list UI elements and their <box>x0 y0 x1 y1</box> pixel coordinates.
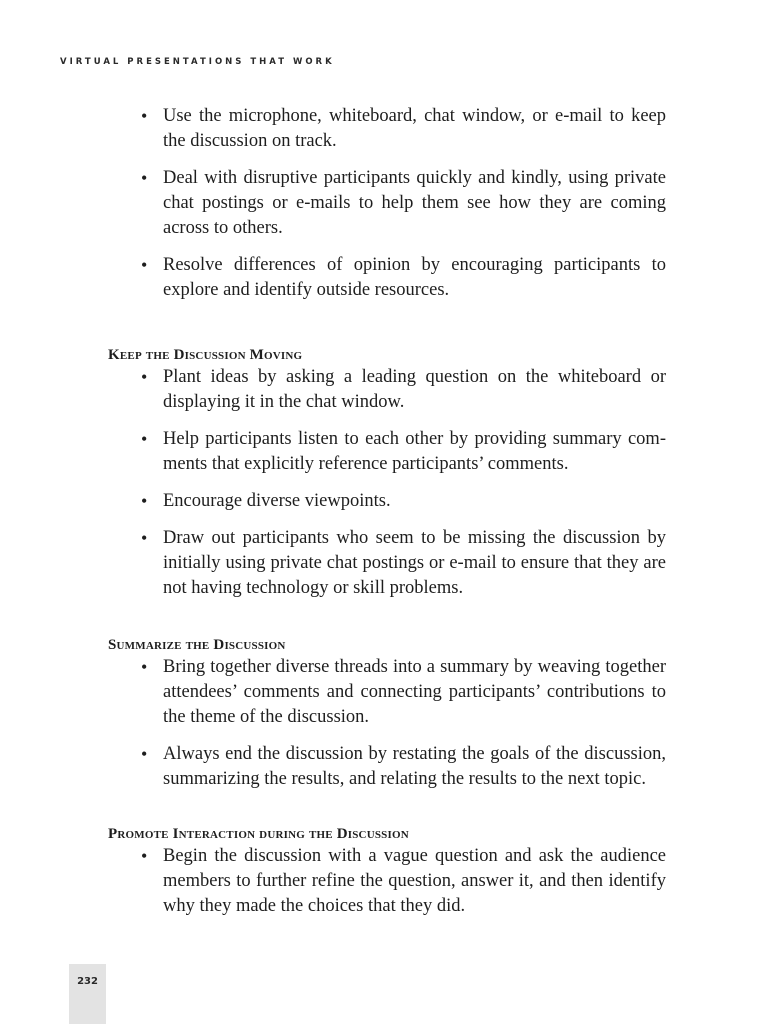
section-heading-keep-moving: Keep the Discussion Moving <box>108 347 303 363</box>
running-head: VIRTUAL PRESENTATIONS THAT WORK <box>60 57 335 67</box>
list-item: • Deal with disruptive participants quickly and kindly, using private chat postings or e-mails to help them see how they are coming across to others. <box>108 166 666 241</box>
keep-moving-bullet-list <box>108 365 666 601</box>
list-item: • Plant ideas by asking a leading question on the whiteboard or displaying it in the chat window. <box>108 365 666 415</box>
list-item: • Resolve differences of opinion by encouraging participants to explore and identify outside resources. <box>108 253 666 303</box>
section-heading-summarize: Summarize the Discussion <box>108 637 286 653</box>
section-heading-promote-interaction: Promote Interaction during the Discussion <box>108 826 409 842</box>
promote-interaction-bullet-list <box>108 844 666 919</box>
page-number-tab <box>69 964 106 1024</box>
list-item: • Draw out participants who seem to be missing the discussion by initially using private chat postings or e-mail to ensure that they are not having technology or skill problems. <box>108 526 666 601</box>
list-item: • Begin the discussion with a vague question and ask the audience members to further refine the question, answer it, and then identify why they made the choices that they did. <box>108 844 666 919</box>
list-item: • Use the microphone, whiteboard, chat window, or e-mail to keep the discussion on track. <box>108 104 666 154</box>
page-body <box>108 104 666 931</box>
page-number: 232 <box>77 976 98 987</box>
summarize-bullet-list <box>108 655 666 792</box>
list-item: • Encourage diverse viewpoints. <box>108 489 666 514</box>
list-item: • Bring together diverse threads into a summary by weaving together attendees’ comments and connecting participants’ contributions to the theme of the discussion. <box>108 655 666 730</box>
intro-bullet-list <box>108 104 666 303</box>
list-item: • Always end the discussion by restating the goals of the discussion, summarizing the results, and relating the results to the next topic. <box>108 742 666 792</box>
list-item: • Help participants listen to each other by providing summary comments that explicitly reference participants’ comments. <box>108 427 666 477</box>
